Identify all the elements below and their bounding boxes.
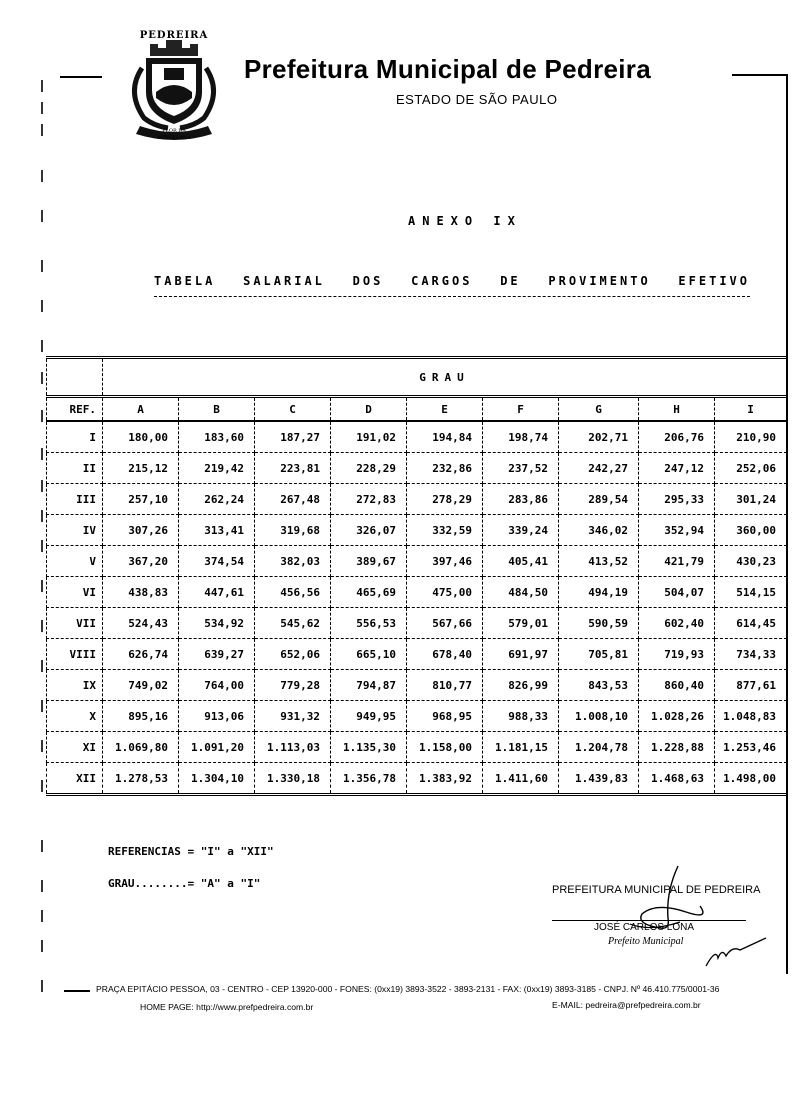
- salary-table: [46, 356, 787, 796]
- annex-label: ANEXO IX: [408, 214, 522, 228]
- crest-bottom-text-1: FLOR DA: [162, 128, 186, 134]
- salary-cell: 860,40: [639, 670, 715, 701]
- salary-cell: 339,24: [483, 515, 559, 546]
- header-title: Prefeitura Municipal de Pedreira: [244, 54, 651, 84]
- table-row: [47, 453, 787, 484]
- salary-cell: 257,10: [103, 484, 179, 515]
- column-header-row: [47, 397, 787, 422]
- column-header: E: [407, 397, 483, 422]
- salary-cell: 545,62: [255, 608, 331, 639]
- salary-cell: 514,15: [715, 577, 787, 608]
- document-title-rule: [154, 296, 750, 297]
- salary-cell: 913,06: [179, 701, 255, 732]
- salary-cell: 705,81: [559, 639, 639, 670]
- salary-cell: 614,45: [715, 608, 787, 639]
- salary-cell: 191,02: [331, 421, 407, 453]
- signature-role: Prefeito Municipal: [608, 936, 684, 947]
- salary-cell: 494,19: [559, 577, 639, 608]
- footer-rule: [64, 990, 90, 992]
- salary-cell: 1.253,46: [715, 732, 787, 763]
- salary-cell: 223,81: [255, 453, 331, 484]
- salary-cell: 228,29: [331, 453, 407, 484]
- salary-cell: 332,59: [407, 515, 483, 546]
- crest-bottom-text-2: PORCELANA: [157, 135, 191, 141]
- column-header: D: [331, 397, 407, 422]
- ref-column-header: REF.: [47, 397, 103, 422]
- salary-cell: 1.204,78: [559, 732, 639, 763]
- column-header: F: [483, 397, 559, 422]
- salary-cell: 794,87: [331, 670, 407, 701]
- salary-cell: 252,06: [715, 453, 787, 484]
- salary-cell: 326,07: [331, 515, 407, 546]
- salary-cell: 313,41: [179, 515, 255, 546]
- row-reference: VII: [47, 608, 103, 639]
- note-references: REFERENCIAS = "I" a "XII": [108, 845, 274, 858]
- footer-home-page: HOME PAGE: http://www.prefpedreira.com.br: [140, 1002, 314, 1012]
- municipal-crest: [118, 28, 230, 144]
- salary-cell: 626,74: [103, 639, 179, 670]
- salary-cell: 1.028,26: [639, 701, 715, 732]
- salary-cell: 194,84: [407, 421, 483, 453]
- note-grades: GRAU........= "A" a "I": [108, 877, 261, 890]
- salary-cell: 779,28: [255, 670, 331, 701]
- notes-block: [108, 836, 274, 900]
- footer-address: PRAÇA EPITÁCIO PESSOA, 03 - CENTRO - CEP 13920-000 - FONES: (0xx19) 3893-3522 - 3893-2131 - FAX: (0xx19) 3893-3185 - CNPJ. Nº 46.410.775/0001-36: [96, 984, 720, 994]
- signature-name: JOSÉ CARLOS LONA: [594, 922, 695, 933]
- row-reference: I: [47, 421, 103, 453]
- column-header: I: [715, 397, 787, 422]
- salary-cell: 590,59: [559, 608, 639, 639]
- salary-cell: 247,12: [639, 453, 715, 484]
- salary-cell: 283,86: [483, 484, 559, 515]
- salary-cell: 1.069,80: [103, 732, 179, 763]
- header-state: ESTADO DE SÃO PAULO: [396, 92, 558, 107]
- salary-cell: 1.278,53: [103, 763, 179, 795]
- salary-cell: 374,54: [179, 546, 255, 577]
- salary-cell: 301,24: [715, 484, 787, 515]
- salary-cell: 475,00: [407, 577, 483, 608]
- salary-cell: 484,50: [483, 577, 559, 608]
- salary-cell: 367,20: [103, 546, 179, 577]
- salary-cell: 1.181,15: [483, 732, 559, 763]
- salary-cell: 652,06: [255, 639, 331, 670]
- salary-cell: 639,27: [179, 639, 255, 670]
- salary-cell: 456,56: [255, 577, 331, 608]
- salary-cell: 1.383,92: [407, 763, 483, 795]
- table-row: [47, 577, 787, 608]
- footer-email: E-MAIL: pedreira@prefpedreira.com.br: [552, 1000, 701, 1010]
- salary-cell: 267,48: [255, 484, 331, 515]
- salary-cell: 524,43: [103, 608, 179, 639]
- salary-cell: 1.356,78: [331, 763, 407, 795]
- salary-cell: 504,07: [639, 577, 715, 608]
- salary-cell: 413,52: [559, 546, 639, 577]
- salary-cell: 1.468,63: [639, 763, 715, 795]
- salary-cell: 968,95: [407, 701, 483, 732]
- salary-cell: 1.304,10: [179, 763, 255, 795]
- salary-cell: 1.135,30: [331, 732, 407, 763]
- table-row: [47, 484, 787, 515]
- salary-cell: 421,79: [639, 546, 715, 577]
- salary-cell: 749,02: [103, 670, 179, 701]
- salary-cell: 232,86: [407, 453, 483, 484]
- salary-cell: 810,77: [407, 670, 483, 701]
- salary-cell: 1.228,88: [639, 732, 715, 763]
- salary-cell: 278,29: [407, 484, 483, 515]
- row-reference: IV: [47, 515, 103, 546]
- salary-cell: 187,27: [255, 421, 331, 453]
- row-reference: V: [47, 546, 103, 577]
- salary-cell: 352,94: [639, 515, 715, 546]
- salary-cell: 895,16: [103, 701, 179, 732]
- column-header: G: [559, 397, 639, 422]
- table-row: [47, 670, 787, 701]
- salary-cell: 1.008,10: [559, 701, 639, 732]
- row-reference: XI: [47, 732, 103, 763]
- salary-cell: 262,24: [179, 484, 255, 515]
- column-header: C: [255, 397, 331, 422]
- salary-cell: 319,68: [255, 515, 331, 546]
- salary-cell: 242,27: [559, 453, 639, 484]
- table-row: [47, 515, 787, 546]
- salary-cell: 1.091,20: [179, 732, 255, 763]
- header-rule-left: [60, 76, 102, 78]
- salary-cell: 877,61: [715, 670, 787, 701]
- salary-cell: 1.113,03: [255, 732, 331, 763]
- salary-cell: 438,83: [103, 577, 179, 608]
- salary-cell: 567,66: [407, 608, 483, 639]
- salary-cell: 1.330,18: [255, 763, 331, 795]
- salary-cell: 360,00: [715, 515, 787, 546]
- salary-cell: 764,00: [179, 670, 255, 701]
- salary-cell: 826,99: [483, 670, 559, 701]
- salary-cell: 210,90: [715, 421, 787, 453]
- salary-cell: 346,02: [559, 515, 639, 546]
- salary-cell: 198,74: [483, 421, 559, 453]
- grade-group-header: GRAU: [103, 358, 787, 397]
- row-reference: VIII: [47, 639, 103, 670]
- salary-table-container: [46, 356, 786, 796]
- salary-cell: 843,53: [559, 670, 639, 701]
- salary-cell: 289,54: [559, 484, 639, 515]
- salary-cell: 272,83: [331, 484, 407, 515]
- table-row: [47, 732, 787, 763]
- salary-cell: 202,71: [559, 421, 639, 453]
- salary-cell: 931,32: [255, 701, 331, 732]
- row-reference: III: [47, 484, 103, 515]
- grade-group-header-row: [47, 358, 787, 397]
- table-row: [47, 701, 787, 732]
- table-row: [47, 546, 787, 577]
- salary-cell: 1.158,00: [407, 732, 483, 763]
- crest-emblem-icon: [118, 28, 230, 144]
- signature-office: PREFEITURA MUNICIPAL DE PEDREIRA: [552, 884, 761, 896]
- salary-cell: 295,33: [639, 484, 715, 515]
- salary-cell: 397,46: [407, 546, 483, 577]
- salary-cell: 579,01: [483, 608, 559, 639]
- salary-cell: 183,60: [179, 421, 255, 453]
- column-header: A: [103, 397, 179, 422]
- salary-cell: 988,33: [483, 701, 559, 732]
- salary-cell: 465,69: [331, 577, 407, 608]
- row-reference: X: [47, 701, 103, 732]
- column-header: B: [179, 397, 255, 422]
- salary-cell: 665,10: [331, 639, 407, 670]
- table-row: [47, 421, 787, 453]
- salary-cell: 430,23: [715, 546, 787, 577]
- row-reference: VI: [47, 577, 103, 608]
- signature-line: [552, 920, 746, 921]
- salary-cell: 949,95: [331, 701, 407, 732]
- row-reference: IX: [47, 670, 103, 701]
- salary-cell: 405,41: [483, 546, 559, 577]
- table-row: [47, 763, 787, 795]
- document-title: TABELA SALARIAL DOS CARGOS DE PROVIMENTO EFETIVO: [154, 274, 750, 288]
- row-reference: II: [47, 453, 103, 484]
- salary-cell: 215,12: [103, 453, 179, 484]
- salary-cell: 1.048,83: [715, 701, 787, 732]
- salary-cell: 180,00: [103, 421, 179, 453]
- salary-cell: 1.439,83: [559, 763, 639, 795]
- salary-cell: 602,40: [639, 608, 715, 639]
- grade-group-spacer: [47, 358, 103, 397]
- salary-cell: 206,76: [639, 421, 715, 453]
- crest-top-text: PEDREIRA: [139, 30, 209, 41]
- salary-cell: 237,52: [483, 453, 559, 484]
- salary-cell: 719,93: [639, 639, 715, 670]
- salary-cell: 219,42: [179, 453, 255, 484]
- salary-cell: 382,03: [255, 546, 331, 577]
- column-header: H: [639, 397, 715, 422]
- header-rule-right: [732, 74, 788, 76]
- salary-cell: 307,26: [103, 515, 179, 546]
- table-row: [47, 608, 787, 639]
- salary-cell: 534,92: [179, 608, 255, 639]
- salary-cell: 1.498,00: [715, 763, 787, 795]
- salary-cell: 678,40: [407, 639, 483, 670]
- salary-cell: 734,33: [715, 639, 787, 670]
- salary-cell: 447,61: [179, 577, 255, 608]
- salary-cell: 691,97: [483, 639, 559, 670]
- salary-cell: 556,53: [331, 608, 407, 639]
- table-row: [47, 639, 787, 670]
- salary-cell: 389,67: [331, 546, 407, 577]
- salary-cell: 1.411,60: [483, 763, 559, 795]
- row-reference: XII: [47, 763, 103, 795]
